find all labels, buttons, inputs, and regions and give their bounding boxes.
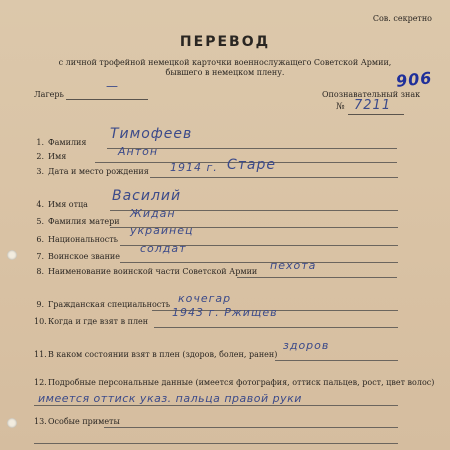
field-birth: 3. Дата и место рождения	[36, 167, 149, 176]
field-line	[237, 277, 397, 278]
camp-value: —	[106, 79, 119, 93]
field-rank: 7. Воинское звание	[36, 252, 120, 261]
id-no-label: №	[336, 102, 345, 112]
secret-mark: Сов. секретно	[372, 14, 432, 23]
id-value: 7211	[354, 98, 392, 113]
field-line	[104, 427, 398, 428]
birth-place-value: Старе	[227, 157, 277, 173]
field-special-marks: 13.Особые приметы	[34, 417, 120, 426]
field-line	[154, 327, 398, 328]
capture-value: 1943 г. Ржищев	[172, 306, 278, 319]
father-name-value: Василий	[112, 188, 182, 204]
field-line	[275, 360, 398, 361]
binder-hole-icon	[7, 250, 17, 260]
condition-value: здоров	[283, 339, 330, 352]
field-line	[34, 443, 398, 444]
birth-date-value: 1914 г.	[170, 161, 218, 174]
field-line	[34, 405, 398, 406]
military-unit-value: пехота	[270, 259, 317, 272]
field-civil-profession: 9. Гражданская специальность	[36, 300, 171, 309]
field-mother-surname: 5. Фамилия матери	[36, 217, 120, 226]
nationality-value: украинец	[130, 224, 194, 237]
mother-surname-value: Жидан	[130, 207, 176, 220]
field-surname: 1. Фамилия	[36, 138, 87, 147]
personal-data-value: имеется оттиск указ. пальца правой руки	[38, 392, 302, 405]
camp-label: Лагерь	[34, 90, 64, 99]
document-title: ПЕРЕВОД	[179, 34, 271, 50]
civil-profession-value: кочегар	[178, 292, 232, 305]
field-line	[150, 177, 398, 178]
field-line	[120, 262, 398, 263]
field-military-unit: 8. Наименование воинской части Советской Армии	[36, 267, 258, 276]
field-father-name: 4. Имя отца	[36, 200, 88, 209]
name-value: Антон	[118, 145, 159, 158]
id-label: Опознавательный знак	[322, 90, 421, 99]
rank-value: солдат	[140, 242, 187, 255]
field-nationality: 6. Национальность	[36, 235, 118, 244]
binder-hole-icon	[7, 418, 17, 428]
field-personal-data: 12.Подробные персональные данные (имеется фотография, оттиск пальцев, рост, цвет волос)	[34, 378, 435, 387]
field-capture: 10.Когда и где взят в плен	[34, 317, 149, 326]
field-condition: 11.В каком состоянии взят в плен (здоров, болен, ранен)	[34, 350, 278, 359]
subtitle-line-2: бывшего в немецком плену.	[165, 68, 285, 77]
surname-value: Тимофеев	[110, 126, 193, 142]
subtitle-line-1: с личной трофейной немецкой карточки военнослужащего Советской Армии,	[58, 58, 392, 67]
field-name: 2. Имя	[36, 152, 67, 161]
handwritten-corner-number: 906	[394, 68, 433, 91]
